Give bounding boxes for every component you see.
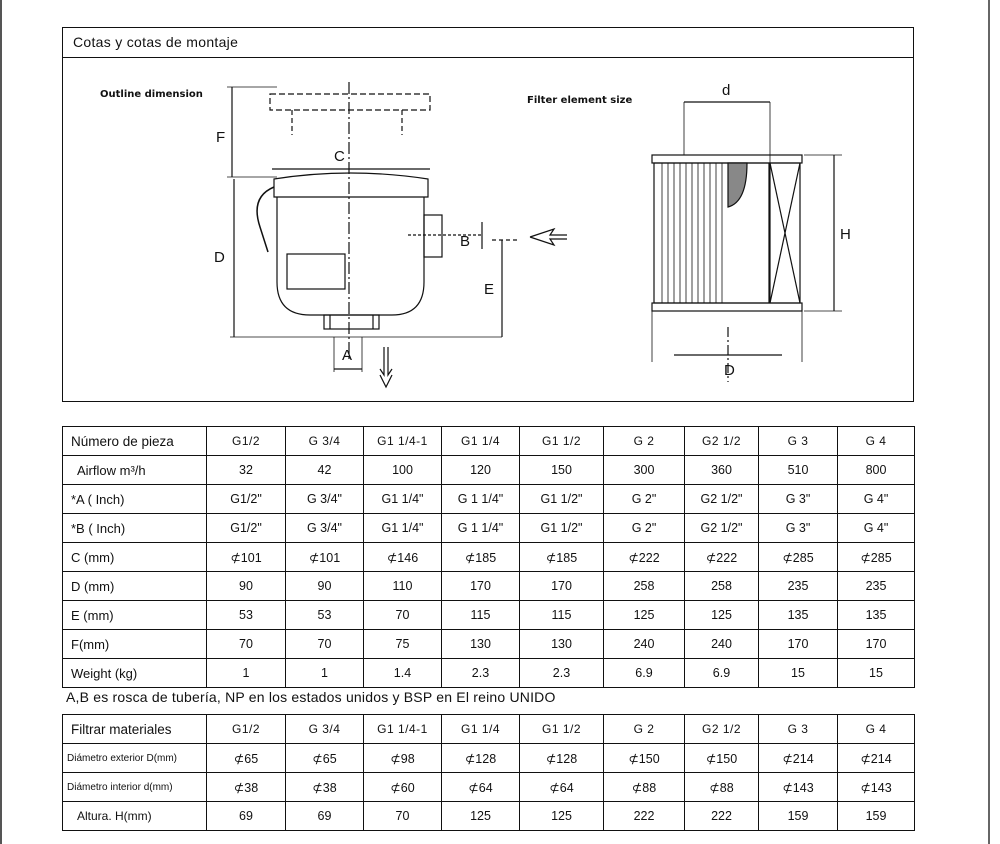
table-cell: 69 xyxy=(286,802,364,831)
table-cell: 510 xyxy=(759,456,838,485)
table-cell: 53 xyxy=(207,601,286,630)
dim-d-small-label: d xyxy=(722,82,731,99)
table-cell: 2.3 xyxy=(442,659,520,688)
row-label: Airflow m³/h xyxy=(63,456,207,485)
table-cell: 53 xyxy=(286,601,364,630)
table-cell: G 1 1/4" xyxy=(442,485,520,514)
row-label: D (mm) xyxy=(63,572,207,601)
filter-element-label: Filter element size xyxy=(527,95,633,106)
table-header-cell: G 3 xyxy=(759,715,838,744)
table-cell: ⊄222 xyxy=(685,543,759,572)
table-header-cell: G1/2 xyxy=(207,427,286,456)
table-row xyxy=(63,572,915,601)
table-cell: G 4" xyxy=(838,485,915,514)
table-cell: 32 xyxy=(207,456,286,485)
table-cell: 90 xyxy=(286,572,364,601)
table-cell: 235 xyxy=(759,572,838,601)
table-cell: 125 xyxy=(604,601,685,630)
table-cell: ⊄128 xyxy=(442,744,520,773)
table-cell: ⊄143 xyxy=(759,773,838,802)
table-cell: 115 xyxy=(442,601,520,630)
table-cell: 100 xyxy=(364,456,442,485)
row-label: *A ( Inch) xyxy=(63,485,207,514)
table-cell: G2 1/2" xyxy=(685,485,759,514)
row-label: C (mm) xyxy=(63,543,207,572)
table-cell: G1 1/2" xyxy=(520,514,604,543)
table-cell: ⊄101 xyxy=(207,543,286,572)
table-header-cell: G 3 xyxy=(759,427,838,456)
table-row xyxy=(63,456,915,485)
table-cell: ⊄143 xyxy=(838,773,915,802)
table-row xyxy=(63,802,915,831)
outline-dimension-label: Outline dimension xyxy=(100,89,203,100)
table-header-cell: G1/2 xyxy=(207,715,286,744)
table-cell: ⊄60 xyxy=(364,773,442,802)
table-header-cell: G1 1/4 xyxy=(442,715,520,744)
table-cell: 2.3 xyxy=(520,659,604,688)
table-cell: ⊄214 xyxy=(838,744,915,773)
table-cell: 90 xyxy=(207,572,286,601)
table-cell: 115 xyxy=(520,601,604,630)
table-cell: 222 xyxy=(685,802,759,831)
table-cell: ⊄64 xyxy=(520,773,604,802)
table-cell: 75 xyxy=(364,630,442,659)
dim-b-label: B xyxy=(460,233,471,250)
outlet-arrow-icon xyxy=(380,347,392,387)
table-header-cell: G1 1/2 xyxy=(520,427,604,456)
table-header-cell: G1 1/4-1 xyxy=(364,427,442,456)
frame-title-bar xyxy=(63,28,913,58)
cap-outline xyxy=(270,94,430,135)
table-cell: 170 xyxy=(442,572,520,601)
table-cell: G 3" xyxy=(759,485,838,514)
table-cell: G 1 1/4" xyxy=(442,514,520,543)
table-cell: G 2" xyxy=(604,485,685,514)
dim-d-big-label: D xyxy=(724,362,735,379)
right-edge-line xyxy=(988,0,990,844)
table-cell: 1 xyxy=(286,659,364,688)
dim-f-label: F xyxy=(216,129,226,146)
table-cell: ⊄65 xyxy=(207,744,286,773)
table-cell: ⊄98 xyxy=(364,744,442,773)
table-cell: 235 xyxy=(838,572,915,601)
table-row xyxy=(63,744,915,773)
table-row xyxy=(63,514,915,543)
table-cell: G1 1/2" xyxy=(520,485,604,514)
table-cell: 42 xyxy=(286,456,364,485)
table-header-cell: G1 1/4-1 xyxy=(364,715,442,744)
table-row xyxy=(63,485,915,514)
table-cell: 6.9 xyxy=(685,659,759,688)
table-cell: G1/2" xyxy=(207,485,286,514)
table-cell: G 3/4" xyxy=(286,514,364,543)
row-label: F(mm) xyxy=(63,630,207,659)
table-cell: ⊄150 xyxy=(685,744,759,773)
row-label: *B ( Inch) xyxy=(63,514,207,543)
table-cell: 135 xyxy=(759,601,838,630)
table-cell: 1.4 xyxy=(364,659,442,688)
table-cell: 110 xyxy=(364,572,442,601)
table-cell: G 3" xyxy=(759,514,838,543)
table-header-cell: G 3/4 xyxy=(286,427,364,456)
table-row xyxy=(63,601,915,630)
table-header-cell: G 4 xyxy=(838,715,915,744)
table-cell: 70 xyxy=(286,630,364,659)
table-cell: 15 xyxy=(838,659,915,688)
table-cell: 240 xyxy=(604,630,685,659)
table-row xyxy=(63,773,915,802)
table-cell: 125 xyxy=(520,802,604,831)
table-cell: ⊄185 xyxy=(520,543,604,572)
table-header-cell: G2 1/2 xyxy=(685,715,759,744)
table-header-cell: G 3/4 xyxy=(286,715,364,744)
table-cell: 69 xyxy=(207,802,286,831)
table-cell: G 4" xyxy=(838,514,915,543)
table-cell: 170 xyxy=(759,630,838,659)
table-cell: 150 xyxy=(520,456,604,485)
table-header-cell: G 2 xyxy=(604,715,685,744)
table-cell: 222 xyxy=(604,802,685,831)
table-cell: 159 xyxy=(838,802,915,831)
table-cell: 240 xyxy=(685,630,759,659)
table-cell: ⊄222 xyxy=(604,543,685,572)
technical-drawing xyxy=(62,57,914,402)
table-cell: 170 xyxy=(520,572,604,601)
table-cell: 125 xyxy=(685,601,759,630)
table-header-cell: Filtrar materiales xyxy=(63,715,207,744)
table-cell: ⊄285 xyxy=(838,543,915,572)
table-cell: 135 xyxy=(838,601,915,630)
table-header-cell: Número de pieza xyxy=(63,427,207,456)
table-cell: 130 xyxy=(520,630,604,659)
table-cell: 125 xyxy=(442,802,520,831)
table-cell: ⊄64 xyxy=(442,773,520,802)
table-cell: 120 xyxy=(442,456,520,485)
row-label: Diámetro interior d(mm) xyxy=(63,773,207,802)
table-row xyxy=(63,659,915,688)
table-header-cell: G2 1/2 xyxy=(685,427,759,456)
table-cell: 300 xyxy=(604,456,685,485)
dim-a-label: A xyxy=(342,347,353,364)
table-cell: ⊄150 xyxy=(604,744,685,773)
table-cell: ⊄38 xyxy=(286,773,364,802)
dim-d-label: D xyxy=(214,249,225,266)
filter-element-drawing xyxy=(652,155,802,311)
table-header-cell: G 4 xyxy=(838,427,915,456)
table-cell: G2 1/2" xyxy=(685,514,759,543)
table-cell: ⊄88 xyxy=(604,773,685,802)
housing-body xyxy=(257,173,482,329)
table-cell: ⊄38 xyxy=(207,773,286,802)
table-cell: G1/2" xyxy=(207,514,286,543)
thread-note: A,B es rosca de tubería, NP en los estados unidos y BSP en El reino UNIDO xyxy=(66,689,556,705)
row-label: Diámetro exterior D(mm) xyxy=(63,744,207,773)
left-edge-line xyxy=(0,0,2,844)
table-header-cell: G 2 xyxy=(604,427,685,456)
spec-table xyxy=(62,426,915,688)
table-header-cell: G1 1/2 xyxy=(520,715,604,744)
table-cell: 170 xyxy=(838,630,915,659)
table-cell: 130 xyxy=(442,630,520,659)
row-label: Weight (kg) xyxy=(63,659,207,688)
table-cell: ⊄128 xyxy=(520,744,604,773)
table-cell: ⊄285 xyxy=(759,543,838,572)
table-cell: 70 xyxy=(364,802,442,831)
page-title: Cotas y cotas de montaje xyxy=(73,34,239,50)
table-cell: ⊄214 xyxy=(759,744,838,773)
table-cell: ⊄65 xyxy=(286,744,364,773)
row-label: Altura. H(mm) xyxy=(63,802,207,831)
table-cell: ⊄101 xyxy=(286,543,364,572)
table-cell: 258 xyxy=(604,572,685,601)
table-header-cell: G1 1/4 xyxy=(442,427,520,456)
table-cell: G 3/4" xyxy=(286,485,364,514)
table-cell: 159 xyxy=(759,802,838,831)
table-cell: 6.9 xyxy=(604,659,685,688)
table-cell: 1 xyxy=(207,659,286,688)
table-cell: 258 xyxy=(685,572,759,601)
table-cell: ⊄146 xyxy=(364,543,442,572)
dim-c-label: C xyxy=(334,148,345,165)
inlet-arrow-icon xyxy=(530,229,567,245)
table-cell: G1 1/4" xyxy=(364,485,442,514)
table-cell: G1 1/4" xyxy=(364,514,442,543)
table-cell: ⊄88 xyxy=(685,773,759,802)
table-header-row xyxy=(63,715,915,744)
table-cell: 360 xyxy=(685,456,759,485)
table-cell: 70 xyxy=(364,601,442,630)
table-header-row xyxy=(63,427,915,456)
table-cell: 800 xyxy=(838,456,915,485)
table-cell: G 2" xyxy=(604,514,685,543)
table-cell: 15 xyxy=(759,659,838,688)
table-row xyxy=(63,630,915,659)
filter-material-table xyxy=(62,714,915,831)
table-row xyxy=(63,543,915,572)
row-label: E (mm) xyxy=(63,601,207,630)
dim-h-label: H xyxy=(840,226,851,243)
table-cell: 70 xyxy=(207,630,286,659)
table-cell: ⊄185 xyxy=(442,543,520,572)
dim-e-label: E xyxy=(484,281,495,298)
